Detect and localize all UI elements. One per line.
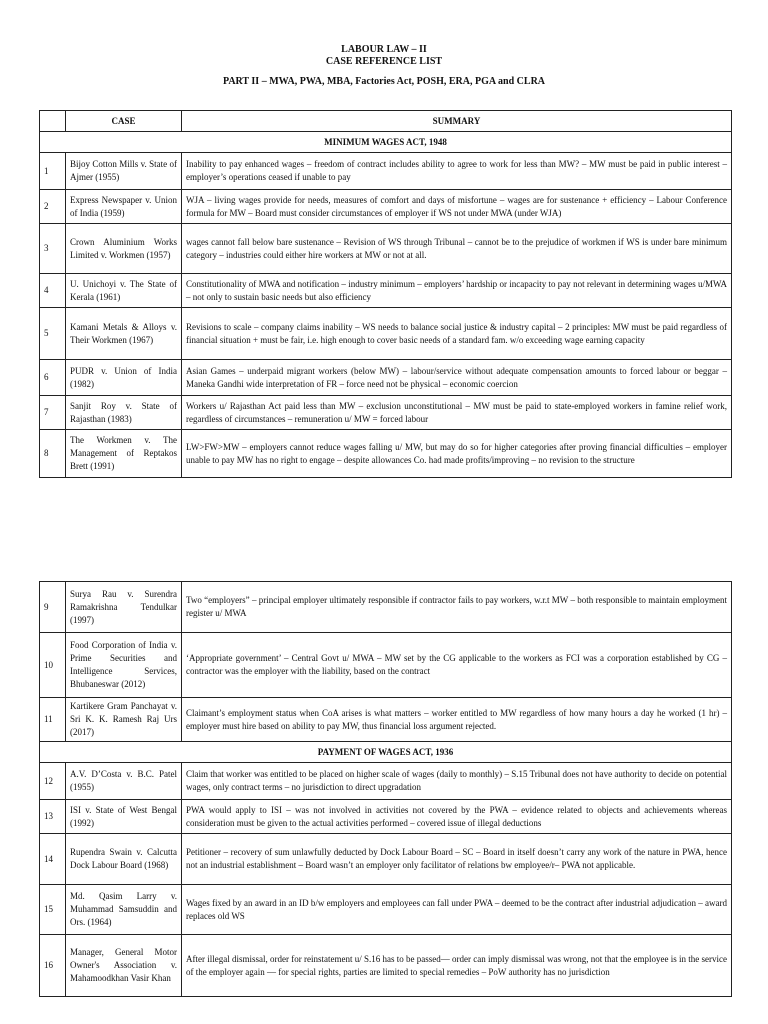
case-table-part1 xyxy=(39,110,732,478)
case-number: 6 xyxy=(40,360,66,396)
table-row xyxy=(40,935,732,997)
case-name: Crown Aluminium Works Limited v. Workmen (1957) xyxy=(66,224,182,274)
case-name: Express Newspaper v. Union of India (1959) xyxy=(66,190,182,224)
table-row xyxy=(40,308,732,360)
case-number: 14 xyxy=(40,834,66,885)
case-name: Bijoy Cotton Mills v. State of Ajmer (1955) xyxy=(66,153,182,190)
case-summary: PWA would apply to ISI – was not involved in activities not covered by the PWA – evidence related to objects and achievements whereas consideration must be given to the actual activities performed – covered issue of illegal deductions xyxy=(182,800,732,834)
case-name: Rupendra Swain v. Calcutta Dock Labour Board (1968) xyxy=(66,834,182,885)
case-number: 8 xyxy=(40,430,66,478)
case-name: Sanjit Roy v. State of Rajasthan (1983) xyxy=(66,396,182,430)
table-row xyxy=(40,698,732,742)
document-part-heading: PART II – MWA, PWA, MBA, Factories Act, POSH, ERA, PGA and CLRA xyxy=(222,76,546,87)
table-row xyxy=(40,153,732,190)
case-name: A.V. D’Costa v. B.C. Patel (1955) xyxy=(66,763,182,800)
table-row xyxy=(40,633,732,698)
table-row xyxy=(40,582,732,633)
case-summary: Two “employers” – principal employer ultimately responsible if contractor fails to pay workers, w.r.t MW – both responsible to maintain employment register u/ MWA xyxy=(182,582,732,633)
case-number: 4 xyxy=(40,274,66,308)
section-heading-payment-of-wages: PAYMENT OF WAGES ACT, 1936 xyxy=(40,742,732,763)
column-header-summary: SUMMARY xyxy=(182,111,732,132)
section-heading-minimum-wages: MINIMUM WAGES ACT, 1948 xyxy=(40,132,732,153)
case-name: Kartikere Gram Panchayat v. Sri K. K. Ramesh Raj Urs (2017) xyxy=(66,698,182,742)
table-row xyxy=(40,834,732,885)
table-row xyxy=(40,800,732,834)
case-summary: Asian Games – underpaid migrant workers (below MW) – labour/service without adequate compensation amounts to forced labour or beggar – Maneka Gandhi wide interpretation of FR – force need not be physical – economic coercion xyxy=(182,360,732,396)
case-number: 12 xyxy=(40,763,66,800)
case-number: 9 xyxy=(40,582,66,633)
table-row xyxy=(40,885,732,935)
case-number: 3 xyxy=(40,224,66,274)
case-summary: Claimant’s employment status when CoA arises is what matters – worker entitled to MW regardless of how many hours a day he worked (1 hr) – employer must hire based on ability to pay MW, thus financial loss argument rejected. xyxy=(182,698,732,742)
case-name: Food Corporation of India v. Prime Securities and Intelligence Services, Bhubaneswar (2012) xyxy=(66,633,182,698)
table-row xyxy=(40,430,732,478)
case-name: PUDR v. Union of India (1982) xyxy=(66,360,182,396)
document-subtitle: CASE REFERENCE LIST xyxy=(325,56,443,67)
case-summary: Wages fixed by an award in an ID b/w employers and employees can fall under PWA – deemed to be the contract after industrial adjudication – award replaces old WS xyxy=(182,885,732,935)
case-table-part2 xyxy=(39,581,732,997)
case-name: The Workmen v. The Management of Reptakos Brett (1991) xyxy=(66,430,182,478)
case-summary: Constitutionality of MWA and notification – industry minimum – employers’ hardship or incapacity to pay not relevant in determining wages u/MWA – not only to sustain basic needs but also efficiency xyxy=(182,274,732,308)
case-number: 16 xyxy=(40,935,66,997)
case-summary: LW>FW>MW – employers cannot reduce wages falling u/ MW, but may do so for higher categories after proving financial difficulties – employer unable to pay MW has no right to engage – despite allowances Co. had made profits/improving – no revision to the structure xyxy=(182,430,732,478)
case-number: 15 xyxy=(40,885,66,935)
case-number: 11 xyxy=(40,698,66,742)
case-number: 10 xyxy=(40,633,66,698)
case-summary: Claim that worker was entitled to be placed on higher scale of wages (daily to monthly) – S.15 Tribunal does not have authority to decide on potential wages, only contract terms – no jurisdiction to direct upgradation xyxy=(182,763,732,800)
case-summary: Workers u/ Rajasthan Act paid less than MW – exclusion unconstitutional – MW must be paid to state-employed workers in famine relief work, regardless of circumstances – remuneration u/ MW = forced labour xyxy=(182,396,732,430)
case-number: 7 xyxy=(40,396,66,430)
case-summary: Petitioner – recovery of sum unlawfully deducted by Dock Labour Board – SC – Board in itself doesn’t carry any work of the nature in PWA, hence not an industrial establishment – Board wasn’t an employer only facilitator of relations bw employee/r– PWA not applicable. xyxy=(182,834,732,885)
table-row xyxy=(40,224,732,274)
case-name: Surya Rau v. Surendra Ramakrishna Tendulkar (1997) xyxy=(66,582,182,633)
table-row xyxy=(40,274,732,308)
case-number: 2 xyxy=(40,190,66,224)
table-header-row xyxy=(40,111,732,132)
table-row xyxy=(40,190,732,224)
case-summary: Revisions to scale – company claims inability – WS needs to balance social justice & industry capital – 2 principles: MW must be paid regardless of financial situation + must be fair, i.e. high enough to cover basic needs of a standard fam. w/o exceeding wage earning capacity xyxy=(182,308,732,360)
case-summary: ‘Appropriate government’ – Central Govt u/ MWA – MW set by the CG applicable to the workers as FCI was a corporation established by CG – contractor was the employer with the liability, based on the contract xyxy=(182,633,732,698)
case-name: Manager, General Motor Owner's Association v. Mahamoodkhan Vasir Khan xyxy=(66,935,182,997)
table-row xyxy=(40,396,732,430)
column-header-number xyxy=(40,111,66,132)
column-header-case: CASE xyxy=(66,111,182,132)
case-name: Md. Qasim Larry v. Muhammad Samsuddin and Ors. (1964) xyxy=(66,885,182,935)
case-number: 5 xyxy=(40,308,66,360)
case-name: U. Unichoyi v. The State of Kerala (1961) xyxy=(66,274,182,308)
case-number: 1 xyxy=(40,153,66,190)
table-row xyxy=(40,763,732,800)
case-name: Kamani Metals & Alloys v. Their Workmen (1967) xyxy=(66,308,182,360)
table-row xyxy=(40,360,732,396)
section-row xyxy=(40,742,732,763)
case-number: 13 xyxy=(40,800,66,834)
case-summary: WJA – living wages provide for needs, measures of comfort and days of misfortune – wages are for sustenance + efficiency – Labour Conference formula for MW – Board must consider circumstances of employer if WS not under MWA (under WJA) xyxy=(182,190,732,224)
case-summary: Inability to pay enhanced wages – freedom of contract includes ability to agree to work for less than MW? – MW must be paid in public interest – employer’s operations ceased if unable to pay xyxy=(182,153,732,190)
case-summary: wages cannot fall below bare sustenance – Revision of WS through Tribunal – cannot be to the prejudice of workmen if WS is under bare minimum category – industries could either hire workers at MW or not at all. xyxy=(182,224,732,274)
case-summary: After illegal dismissal, order for reinstatement u/ S.16 has to be passed— order can imply dismissal was wrong, not that the employee is in the service of the employer again — for special rights, parties are limited to special remedies – PoW authority has no jurisdiction xyxy=(182,935,732,997)
case-name: ISI v. State of West Bengal (1992) xyxy=(66,800,182,834)
document-title: LABOUR LAW – II xyxy=(341,44,427,55)
section-row xyxy=(40,132,732,153)
